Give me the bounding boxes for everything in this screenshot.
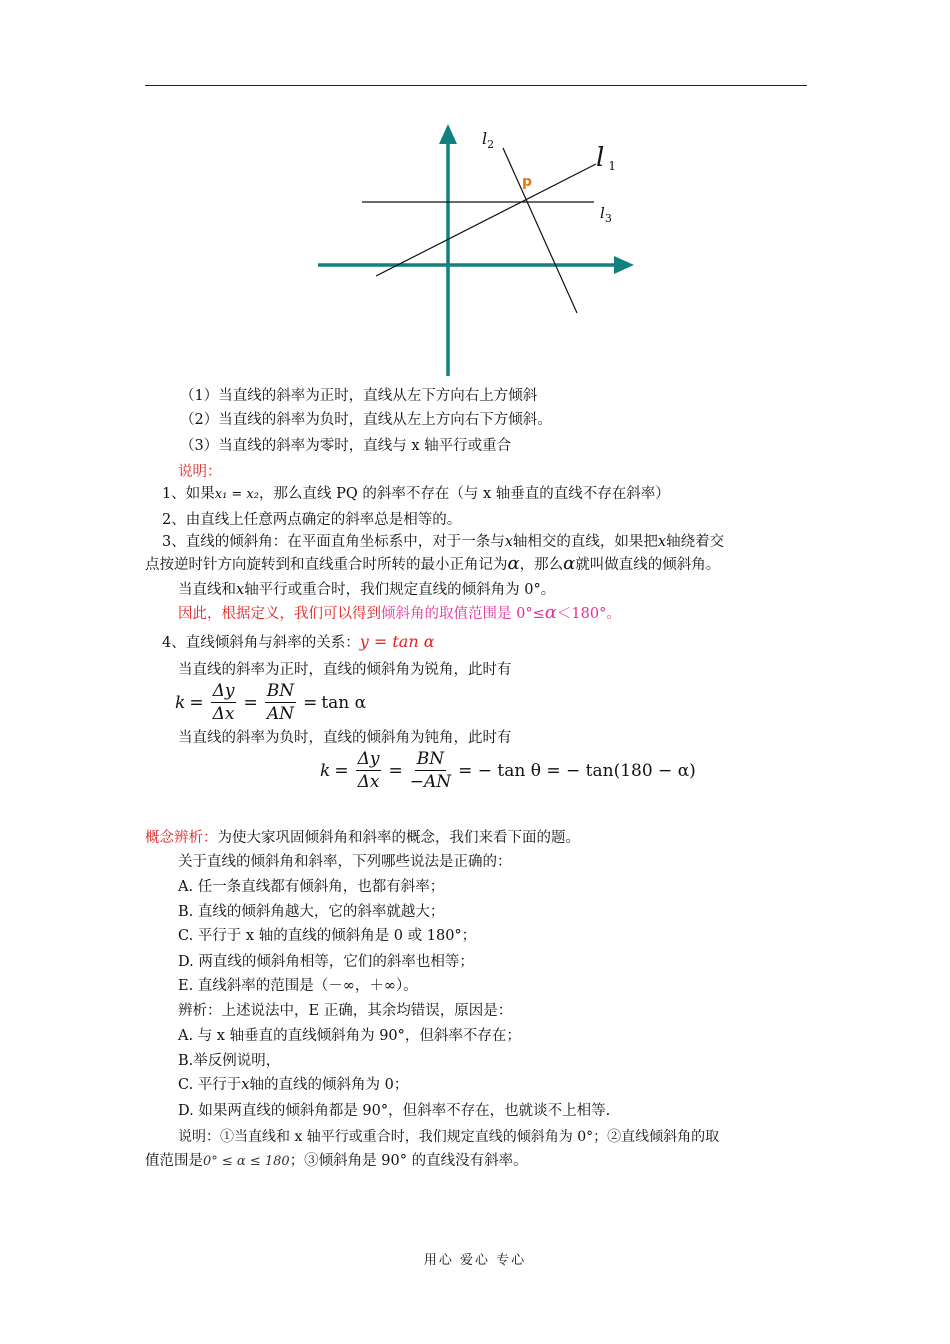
option-d: D. 两直线的倾斜角相等，它们的斜率也相等； bbox=[178, 954, 474, 970]
final-note-line2: 值范围是0° ≤ α ≤ 180；③倾斜角是 90° 的直线没有斜率。 bbox=[145, 1153, 528, 1169]
note-3-line3: 当直线和x轴平行或重合时，我们规定直线的倾斜角为 0°。 bbox=[178, 582, 556, 598]
note-1: 1、如果x₁ = x₂，那么直线 PQ 的斜率不存在（与 x 轴垂直的直线不存在斜率） bbox=[162, 486, 670, 502]
label-p: p bbox=[522, 174, 533, 190]
answer-intro: 辨析：上述说法中，E 正确，其余均错误，原因是： bbox=[178, 1003, 513, 1019]
case-negative: （2）当直线的斜率为负时，直线从左上方向右下方倾斜。 bbox=[180, 412, 552, 428]
final-note-line1: 说明：①当直线和 x 轴平行或重合时，我们规定直线的倾斜角为 0°；②直线倾斜角的取 bbox=[178, 1129, 720, 1145]
label-l3: $l_3$ bbox=[600, 204, 612, 225]
option-e: E. 直线斜率的范围是（－∞，＋∞）。 bbox=[178, 978, 418, 994]
note-title: 说明： bbox=[178, 464, 222, 480]
coordinate-figure bbox=[300, 118, 660, 380]
label-l2: $l_2$ bbox=[482, 129, 495, 151]
negative-slope-text: 当直线的斜率为负时，直线的倾斜角为钝角，此时有 bbox=[178, 730, 512, 746]
line-l2 bbox=[503, 148, 577, 313]
answer-c: C. 平行于x轴的直线的倾斜角为 0； bbox=[178, 1077, 409, 1093]
note-2: 2、由直线上任意两点确定的斜率总是相等的。 bbox=[162, 512, 462, 528]
option-a: A. 任一条直线都有倾斜角，也都有斜率； bbox=[178, 879, 445, 895]
y-axis-arrow bbox=[439, 124, 457, 144]
positive-slope-text: 当直线的斜率为正时，直线的倾斜角为锐角，此时有 bbox=[178, 662, 512, 678]
answer-b: B.举反例说明， bbox=[178, 1053, 281, 1069]
case-positive: （1）当直线的斜率为正时，直线从左下方向右上方倾斜 bbox=[180, 388, 538, 404]
note-3-line2: 点按逆时针方向旋转到和直线重合时所转的最小正角记为α，那么α就叫做直线的倾斜角。 bbox=[145, 553, 721, 574]
line-l1 bbox=[376, 164, 596, 276]
case-zero: （3）当直线的斜率为零时，直线与 x 轴平行或重合 bbox=[180, 438, 512, 454]
answer-d: D. 如果两直线的倾斜角都是 90°，但斜率不存在，也就谈不上相等. bbox=[178, 1103, 611, 1119]
label-l1: l 1 bbox=[596, 143, 616, 173]
range-statement: 因此，根据定义，我们可以得到倾斜角的取值范围是 0°≤α＜180°。 bbox=[178, 602, 621, 623]
concept-heading: 概念辨析：为使大家巩固倾斜角和斜率的概念，我们来看下面的题。 bbox=[145, 830, 580, 846]
note-3-line1: 3、直线的倾斜角：在平面直角坐标系中，对于一条与x轴相交的直线，如果把x轴绕着交 bbox=[162, 534, 725, 550]
x-axis-arrow bbox=[614, 256, 634, 274]
option-c: C. 平行于 x 轴的直线的倾斜角是 0 或 180°； bbox=[178, 928, 477, 944]
answer-a: A. 与 x 轴垂直的直线倾斜角为 90°，但斜率不存在； bbox=[178, 1028, 521, 1044]
note-4: 4、直线倾斜角与斜率的关系：y = tan α bbox=[162, 632, 435, 651]
page-footer: 用心 爱心 专心 bbox=[423, 1253, 527, 1268]
equation-negative: k = $\frac{\Delta y}{\Delta x}$ = $\frac{BN}{-AN}$ = − tan θ = − tan(180 − α) bbox=[320, 749, 696, 792]
header-rule bbox=[145, 85, 807, 86]
equation-positive: k = $\frac{\Delta y}{\Delta x}$ = $\frac{BN}{AN}$ = tan α bbox=[175, 681, 367, 724]
question-intro: 关于直线的倾斜角和斜率，下列哪些说法是正确的： bbox=[178, 854, 512, 870]
option-b: B. 直线的倾斜角越大，它的斜率就越大； bbox=[178, 904, 445, 920]
